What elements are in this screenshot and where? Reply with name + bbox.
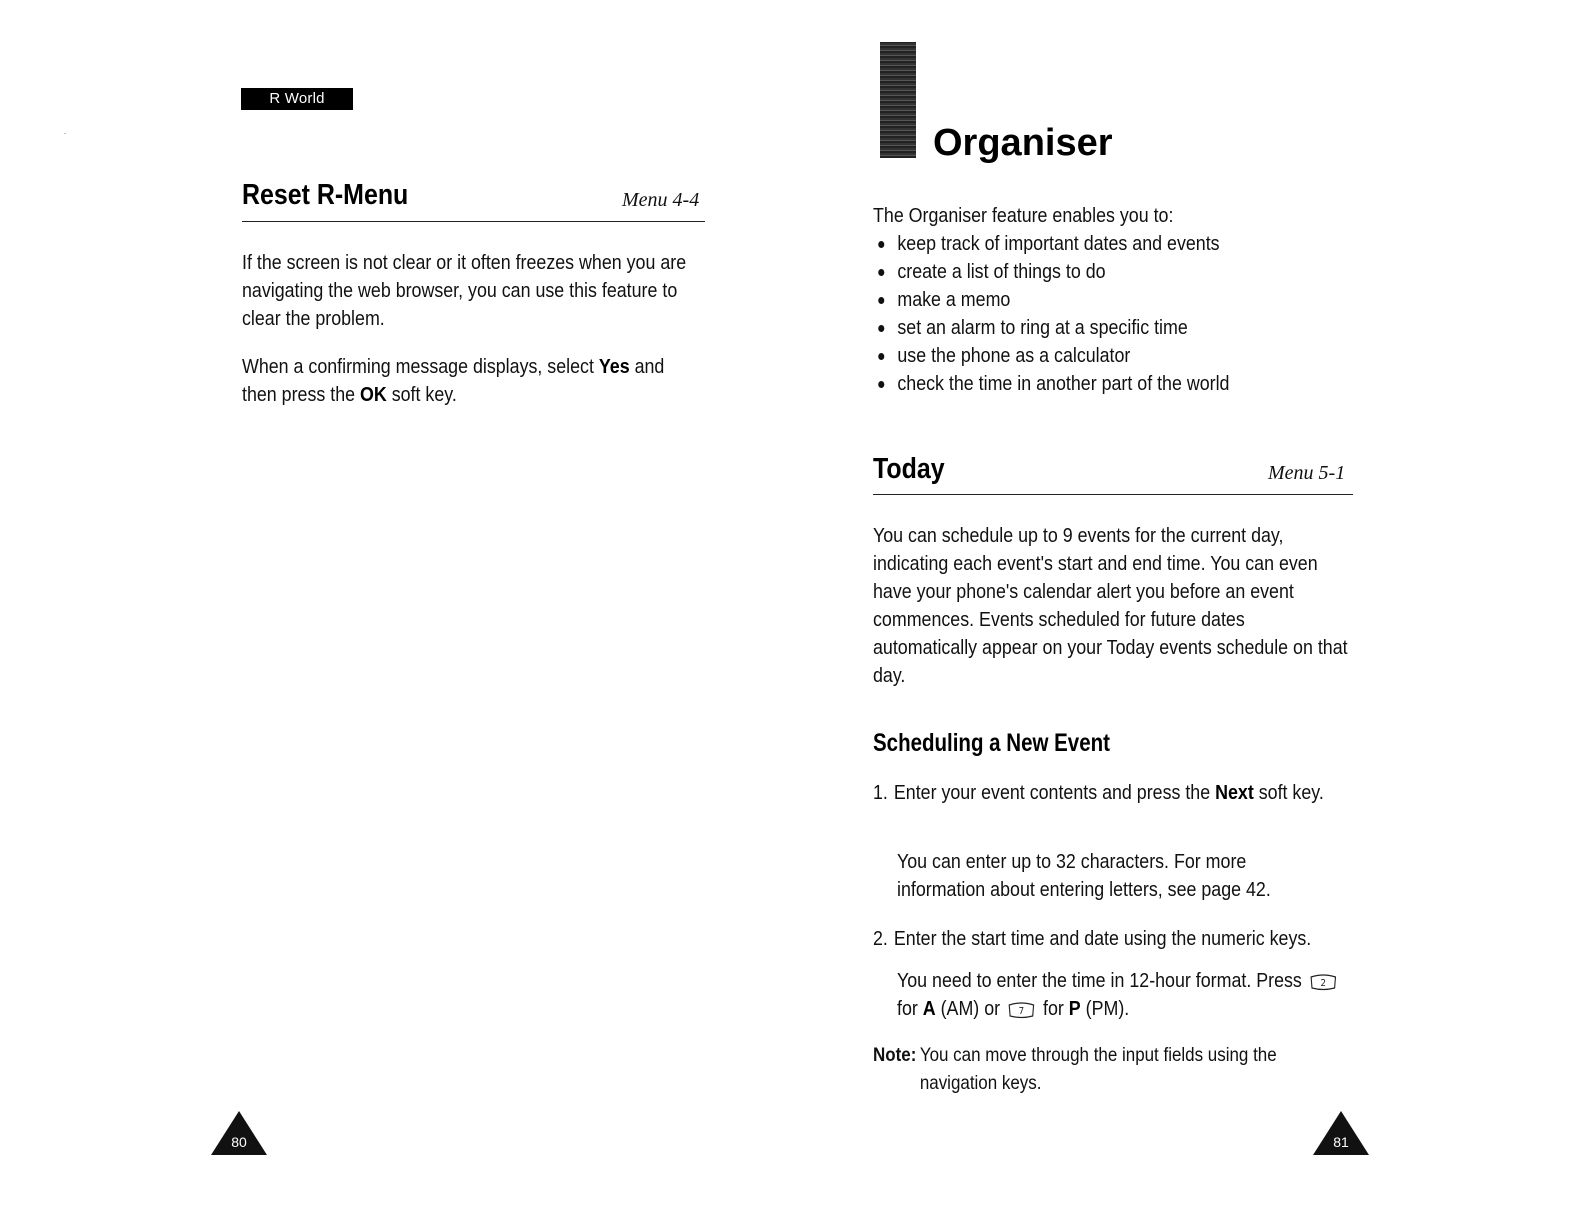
- scan-speck: [64, 133, 66, 134]
- step-number: 1.: [873, 781, 888, 804]
- list-item: make a memo: [873, 286, 1360, 314]
- step-1-detail: You can enter up to 32 characters. For more information about entering letters, see page 42.: [897, 850, 1271, 901]
- step-2: [873, 925, 1360, 953]
- heading-rule: [242, 221, 705, 222]
- step-text: Enter the start time and date using the numeric keys.: [893, 927, 1312, 950]
- today-paragraph: You can schedule up to 9 events for the current day, indicating each event's start and end time. You can even have your phone's calendar alert you before an event commences. Events scheduled for future dates automatically appear on your Today events schedule on that day.: [873, 524, 1348, 687]
- intro-text: The Organiser feature enables you to:: [873, 204, 1174, 227]
- step-text: Enter your event contents and press the Next soft key.: [893, 781, 1324, 804]
- step-number: 2.: [873, 927, 888, 950]
- heading-rule: [873, 494, 1353, 495]
- menu-reference: Menu 4-4: [622, 189, 700, 211]
- list-item: check the time in another part of the world: [873, 370, 1360, 398]
- step-2-detail: [897, 967, 1349, 1023]
- paragraph-text: If the screen is not clear or it often freezes when you are navigating the web browser, you can use this feature to clear the problem.: [242, 251, 687, 330]
- note-label: Note:: [873, 1044, 917, 1066]
- key-7-icon: [1007, 1001, 1037, 1019]
- feature-list: [873, 230, 1360, 398]
- section-heading-reset-r-menu: Reset R-Menu: [242, 179, 409, 211]
- chapter-title: Organiser: [933, 122, 1113, 164]
- paragraph-text: When a confirming message displays, select Yes and then press the OK soft key.: [242, 355, 665, 406]
- note-text: You can move through the input fields using the navigation keys.: [919, 1044, 1277, 1094]
- chapter-marker-bar: [880, 42, 916, 158]
- section-tab: R World: [241, 88, 353, 110]
- menu-reference: Menu 5-1: [1268, 462, 1346, 484]
- key-2-icon: [1309, 973, 1339, 991]
- svg-text:7: 7: [1018, 1005, 1025, 1017]
- page-number: 81: [1333, 1134, 1349, 1150]
- step-2-detail-text: You need to enter the time in 12-hour format. Press 2 for A (AM) or 7 for P (PM).: [897, 969, 1340, 1020]
- list-item: create a list of things to do: [873, 258, 1360, 286]
- page-number: 80: [231, 1134, 247, 1150]
- paragraph: [242, 353, 703, 409]
- paragraph: [242, 249, 694, 333]
- list-item: use the phone as a calculator: [873, 342, 1360, 370]
- list-item: set an alarm to ring at a specific time: [873, 314, 1360, 342]
- section-heading-today: Today: [873, 453, 945, 485]
- note: [873, 1041, 1334, 1097]
- step-1: [873, 779, 1343, 807]
- page-number-badge: [210, 1110, 268, 1156]
- svg-text:2: 2: [1320, 977, 1327, 989]
- subheading-scheduling: Scheduling a New Event: [873, 729, 1110, 757]
- list-item: keep track of important dates and events: [873, 230, 1360, 258]
- page-number-badge: [1312, 1110, 1370, 1156]
